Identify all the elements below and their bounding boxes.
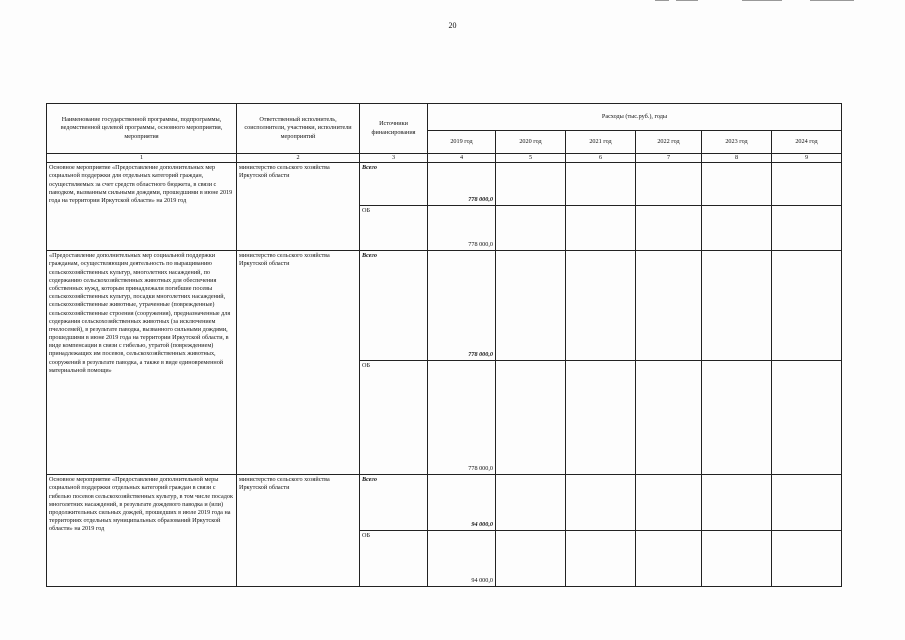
column-number: 7	[636, 154, 702, 163]
table-row	[47, 475, 842, 531]
header-year: 2023 год	[702, 131, 772, 154]
header-executor: Ответственный исполнитель, соисполнители, участники, исполнители мероприятий	[237, 104, 360, 154]
row-executor: министерство сельского хозяйства Иркутской области	[237, 475, 360, 587]
header-year: 2022 год	[636, 131, 702, 154]
table-row	[47, 163, 842, 206]
page-number: 20	[448, 21, 457, 30]
expenses-table	[46, 103, 842, 587]
header-year: 2019 год	[428, 131, 496, 154]
scan-edge-mark	[676, 0, 698, 1]
column-number: 1	[47, 154, 237, 163]
header-year: 2021 год	[566, 131, 636, 154]
source-total: Всего	[360, 475, 428, 531]
row-name: Основное мероприятие «Предоставление дополнительных мер социальной поддержки для отдельных категорий граждан, осуществляемых за счет средств областного бюджета, в связи с паводком, вызванным сильными дождями, прошедшими в июне 2019 года на территории Иркутской области» на 2019 год	[47, 163, 237, 251]
row-name: Основное мероприятие «Предоставление дополнительной меры социальной поддержки отдельных категорий граждан в связи с гибелью посевов сельскохозяйственных культур, в том числе посадок многолетних насаждений, в результате дождевого паводка и (или) продолжительных сильных дождей, прошедших в июле 2019 года на территориях отдельных муниципальных образований Иркутской области» на 2019 год	[47, 475, 237, 587]
row-executor: министерство сельского хозяйства Иркутской области	[237, 163, 360, 251]
column-number: 9	[772, 154, 842, 163]
source-total: Всего	[360, 251, 428, 361]
source-ob: ОБ	[360, 206, 428, 251]
column-number: 8	[702, 154, 772, 163]
scan-edge-mark	[810, 0, 854, 1]
amount-2019-ob: 778 000,0	[428, 361, 496, 475]
header-name: Наименование государственной программы, подпрограммы, ведомственной целевой программы, основного мероприятия, мероприятия	[47, 104, 237, 154]
scan-edge-mark	[655, 0, 669, 1]
column-number: 3	[360, 154, 428, 163]
source-total: Всего	[360, 163, 428, 206]
column-number: 4	[428, 154, 496, 163]
scan-edge-mark	[742, 0, 782, 1]
table-row	[47, 251, 842, 361]
header-year: 2024 год	[772, 131, 842, 154]
column-number: 6	[566, 154, 636, 163]
row-executor: министерство сельского хозяйства Иркутской области	[237, 251, 360, 475]
row-name: «Предоставление дополнительных мер социальной поддержки гражданам, осуществляющим деятельность по выращиванию сельскохозяйственных культур, многолетних насаждений, по содержанию сельскохозяйственных животных для обеспечения собственных нужд, которым принадлежали погибшие посевы сельскохозяйственных культур, посадки многолетних насаждений, сельскохозяйственные животные, утраченные (поврежденные) сельскохозяйственные строения (сооружения), предназначенные для содержания сельскохозяйственных животных (за исключением пчелосемей), в результате паводка, вызванного сильными дождями, прошедшими в июне 2019 года на территории Иркутской области, в виде компенсации в связи с гибелью, утратой (повреждением) принадлежащих им посевов, сельскохозяйственных животных, сооружений в результате паводка, а также в виде единовременной материальной помощи»	[47, 251, 237, 475]
header-year: 2020 год	[496, 131, 566, 154]
amount-2019-total: 778 000,0	[428, 163, 496, 206]
amount-2019-ob: 94 000,0	[428, 531, 496, 587]
column-number: 2	[237, 154, 360, 163]
header-expenses: Расходы (тыс.руб.), годы	[428, 104, 842, 131]
amount-2019-total: 94 000,0	[428, 475, 496, 531]
source-ob: ОБ	[360, 531, 428, 587]
column-number: 5	[496, 154, 566, 163]
amount-2019-total: 778 000,0	[428, 251, 496, 361]
amount-2019-ob: 778 000,0	[428, 206, 496, 251]
header-source: Источники финансирования	[360, 104, 428, 154]
source-ob: ОБ	[360, 361, 428, 475]
